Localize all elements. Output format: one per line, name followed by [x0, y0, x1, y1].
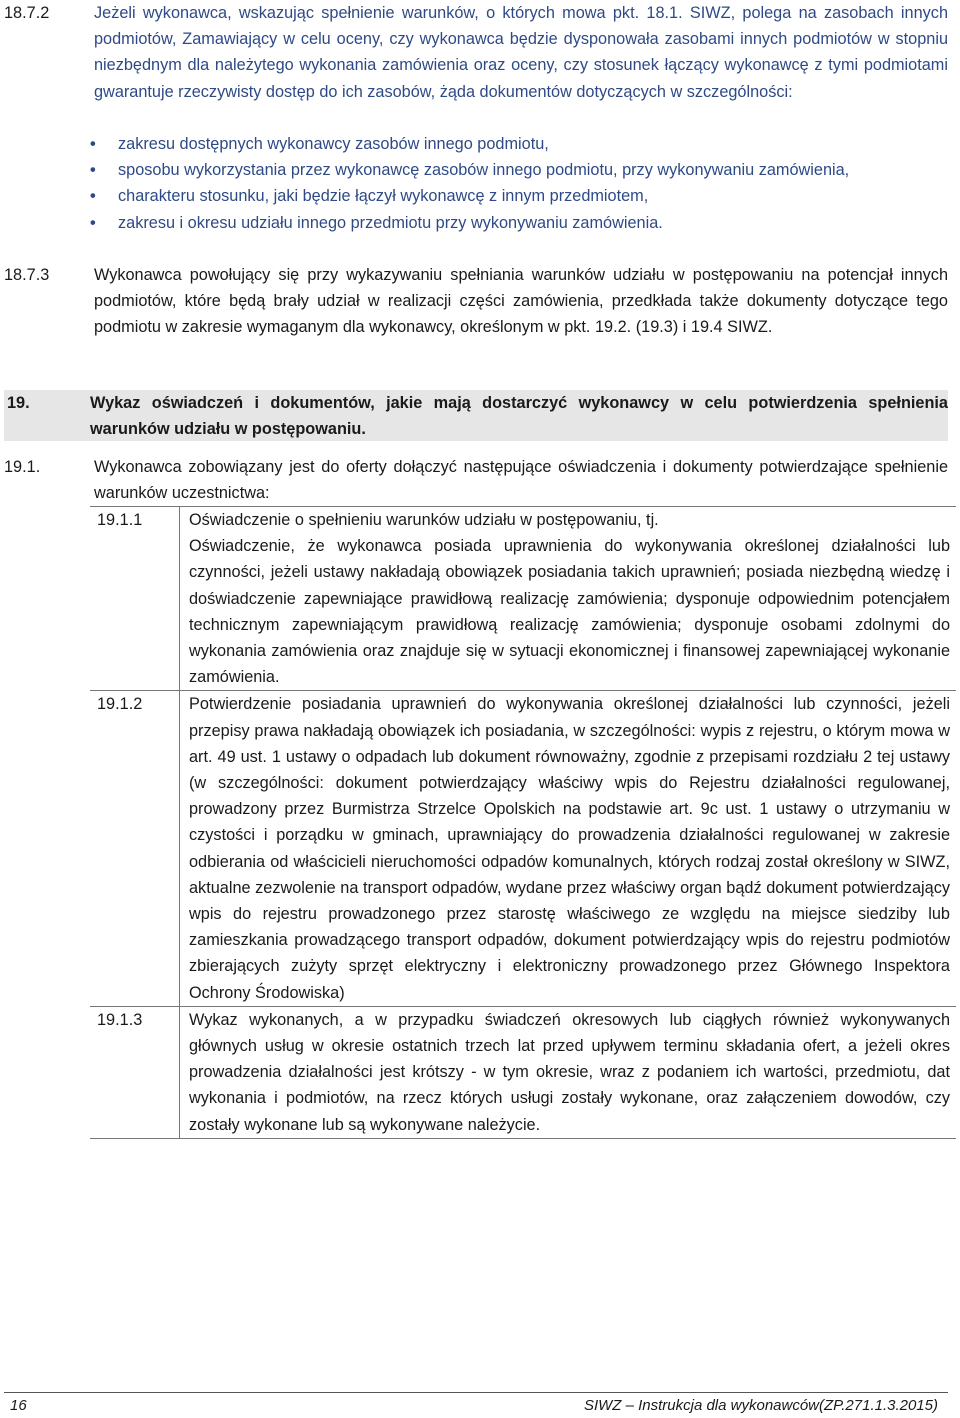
- paragraph-text: Jeżeli wykonawca, wskazując spełnienie warunków, o których mowa pkt. 18.1. SIWZ, polega na zasobach innych podmiotów, Zamawiający w celu oceny, czy wykonawca będzie dysponowała zasobami innych podmiotów w stopniu niezbędnym dla należytego wykonania zamówienia oraz oceny, czy stosunek łączący wykonawcę z tymi podmiotami gwarantuje rzeczywisty dostęp do ich zasobów, żąda dokumentów dotyczących w szczególności:: [94, 4, 948, 101]
- table-row: [90, 691, 956, 1006]
- requirement-body: Oświadczenie, że wykonawca posiada uprawnienia do wykonywania określonej działalności lub czynności, jeżeli ustawy nakładają obowiązek posiadania takich uprawnień; posiada niezbędną wiedzę i doświadczenie zapewniające prawidłową realizację zamówienia; dysponuje odpowiednim potencjałem technicznym zapewniającym prawidłową realizację zamówienia; dysponuje osobami zdolnymi do wykonania zamówienia oraz znajduje się w sytuacji ekonomicznej i finansowej zapewniającej wykonanie zamówienia.: [189, 537, 950, 687]
- section-heading: [4, 390, 948, 441]
- requirements-table: [90, 506, 956, 1139]
- bullet-list: [90, 131, 946, 236]
- paragraph-number: 18.7.2: [4, 4, 50, 22]
- page-footer: [4, 1392, 948, 1414]
- bullet-item: • zakresu dostępnych wykonawcy zasobów innego podmiotu,: [90, 131, 946, 157]
- bullet-item: • zakresu i okresu udziału innego przedmiotu przy wykonywaniu zamówienia.: [90, 210, 946, 236]
- paragraph-number: 18.7.3: [4, 266, 50, 284]
- page-number: 16: [10, 1397, 27, 1414]
- table-row: [90, 507, 956, 691]
- paragraph-number: 19.1.: [4, 458, 41, 476]
- requirement-code: 19.1.1: [90, 507, 180, 691]
- section-number: 19.: [7, 394, 30, 412]
- requirement-content: [180, 507, 957, 691]
- requirement-body: Potwierdzenie posiadania uprawnień do wykonywania określonej działalności lub czynności, jeżeli przepisy prawa nakładają obowiązek ich posiadania, w szczególności: wypis z rejestru, o którym mowa w art. 49 ust. 1 ustawy o odpadach lub dokument równoważny, zgodnie z przepisami rozdziału 2 tej ustawy (w szczególności: dokument potwierdzający właściwy wpis do Rejestru działalności regulowanej, prowadzony przez Burmistrza Strzelce Opolskich na podstawie art. 9c ust. 1 ustawy o utrzymaniu w czystości i porządku w gminach, uprawniający do prowadzenia działalności regulowanej w zakresie odbierania od właścicieli nieruchomości odpadów komunalnych, których rodzaj został określony w SIWZ, aktualne zezwolenie na transport odpadów, wydane przez właściwy organ bądź dokument potwierdzający wpis do rejestru prowadzonego przez starostę właściwego ze względu na miejsce siedziby lub zamieszkania prowadzącego transport odpadów, dokument potwierdzający wpis do rejestru podmiotów zbierających zużyty sprzęt elektryczny i elektroniczny prowadzonego przez Głównego Inspektora Ochrony Środowiska): [180, 691, 957, 1006]
- section-title: Wykaz oświadczeń i dokumentów, jakie mają dostarczyć wykonawcy w celu potwierdzenia spełnienia warunków udziału w postępowaniu.: [90, 394, 948, 439]
- bullet-item: • charakteru stosunku, jaki będzie łączył wykonawcę z innym przedmiotem,: [90, 183, 946, 209]
- requirement-code: 19.1.3: [90, 1006, 180, 1138]
- paragraph-text: Wykonawca zobowiązany jest do oferty dołączyć następujące oświadczenia i dokumenty potwierdzające spełnienie warunków uczestnictwa:: [94, 458, 948, 503]
- table-row: [90, 1006, 956, 1138]
- bullet-item: • sposobu wykorzystania przez wykonawcę zasobów innego podmiotu, przy wykonywaniu zamówienia,: [90, 157, 946, 183]
- paragraph-text: Wykonawca powołujący się przy wykazywaniu spełniania warunków udziału w postępowaniu na potencjał innych podmiotów, które będą brały udział w realizacji części zamówienia, przedkłada także dokumenty dotyczące tego podmiotu w zakresie wymaganym dla wykonawcy, określonym w pkt. 19.2. (19.3) i 19.4 SIWZ.: [94, 266, 948, 337]
- footer-document-title: SIWZ – Instrukcja dla wykonawców(ZP.271.1.3.2015): [583, 1397, 938, 1414]
- requirement-heading: Oświadczenie o spełnieniu warunków udziału w postępowaniu, tj.: [189, 511, 659, 529]
- requirement-body: Wykaz wykonanych, a w przypadku świadczeń okresowych lub ciągłych również wykonywanych głównych usług w okresie ostatnich trzech lat przed upływem terminu składania ofert, a jeżeli okres prowadzenia działalności jest krótszy - w tym okresie, wraz z podaniem ich wartości, przedmiotu, dat wykonania i podmiotów, na rzecz których usługi zostały wykonane, oraz załączeniem dowodów, czy zostały wykonane lub są wykonywane należycie.: [180, 1006, 957, 1138]
- requirement-code: 19.1.2: [90, 691, 180, 1006]
